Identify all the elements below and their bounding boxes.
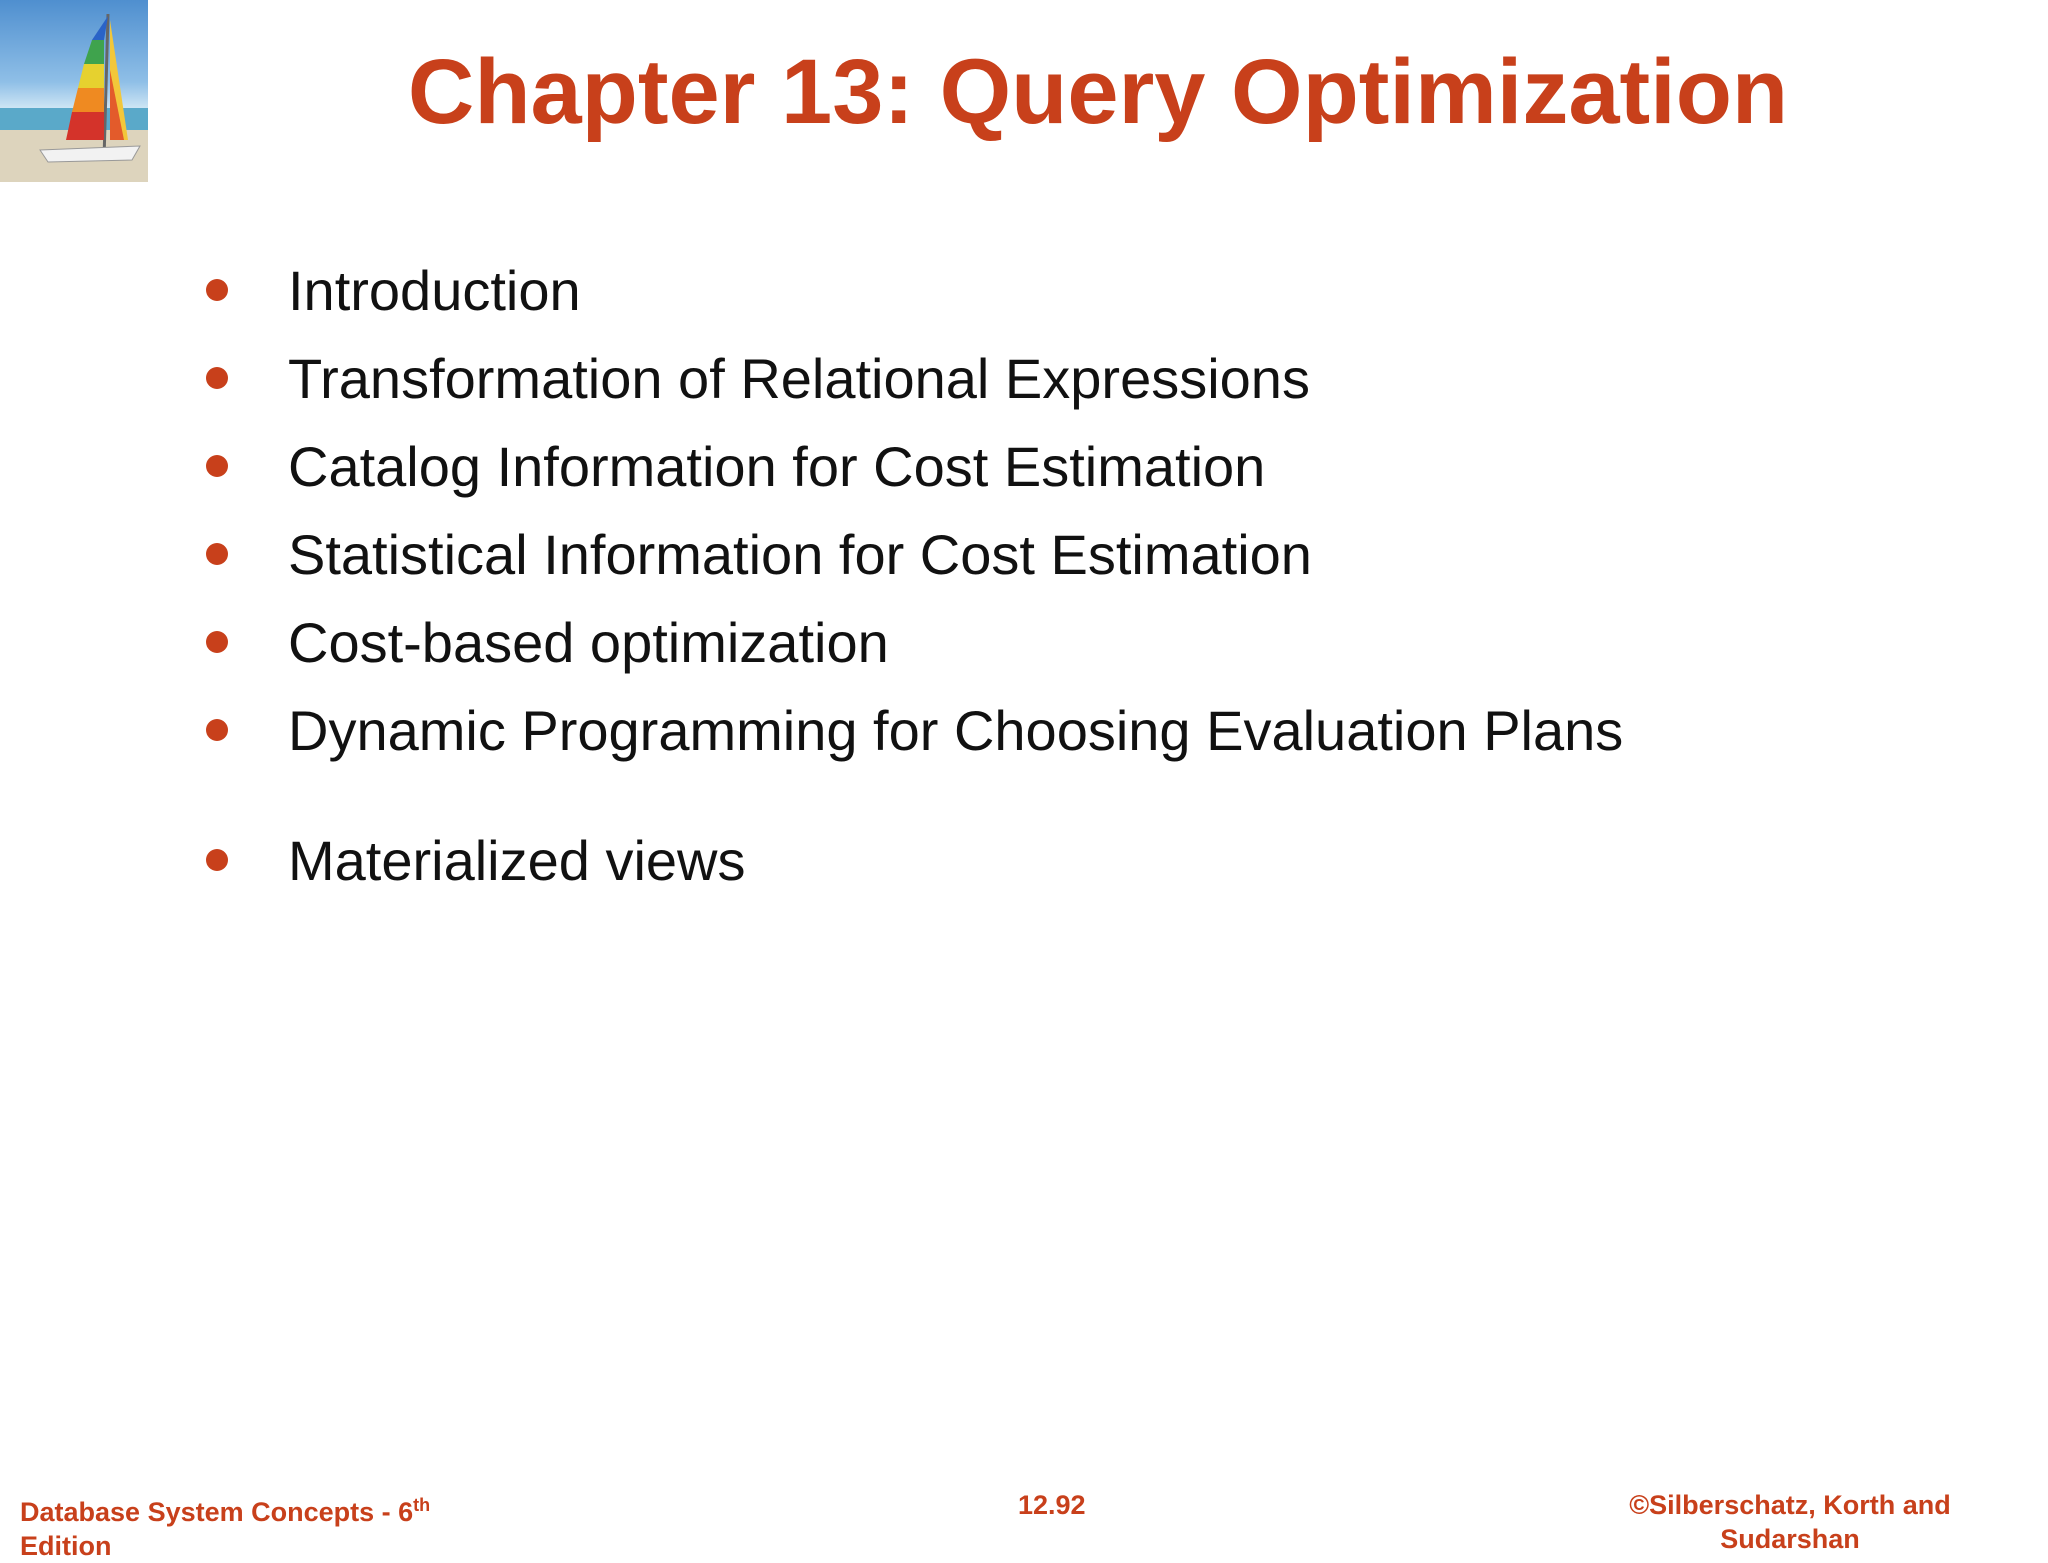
bullet-item [206,426,1265,506]
bullet-item [206,514,1312,594]
bullet-text: Introduction [288,258,581,322]
bullet-text: Statistical Information for Cost Estimation [288,522,1312,586]
bullet-text: Dynamic Programming for Choosing Evaluation Plans [288,698,1624,762]
bullet-item [206,338,1310,418]
footer-book-title-sup: th [413,1495,431,1515]
bullet-item [206,602,889,682]
bullet-text: Transformation of Relational Expressions [288,346,1310,410]
footer-copyright: ©Silberschatz, Korth and Sudarshan [1629,1490,1951,1554]
bullet-icon [206,631,228,653]
bullet-text: Cost-based optimization [288,610,889,674]
footer-page-number: 12.92 [1018,1490,1086,1520]
bullet-icon [206,719,228,741]
bullet-item [206,820,746,900]
slide-title: Chapter 13: Query Optimization [407,41,1789,143]
slide-footer [0,1466,2048,1561]
bullet-icon [206,455,228,477]
bullet-icon [206,279,228,301]
footer-book-title [20,1488,480,1563]
bullet-icon [206,367,228,389]
footer-book-title-main: Database System Concepts - 6 [20,1497,414,1527]
bullet-icon [206,849,228,871]
bullet-item [206,690,1623,770]
bullet-icon [206,543,228,565]
bullet-text: Catalog Information for Cost Estimation [288,434,1266,498]
bullet-text: Materialized views [288,828,746,892]
footer-book-title-line2: Edition [20,1531,112,1561]
bullet-item [206,250,581,330]
